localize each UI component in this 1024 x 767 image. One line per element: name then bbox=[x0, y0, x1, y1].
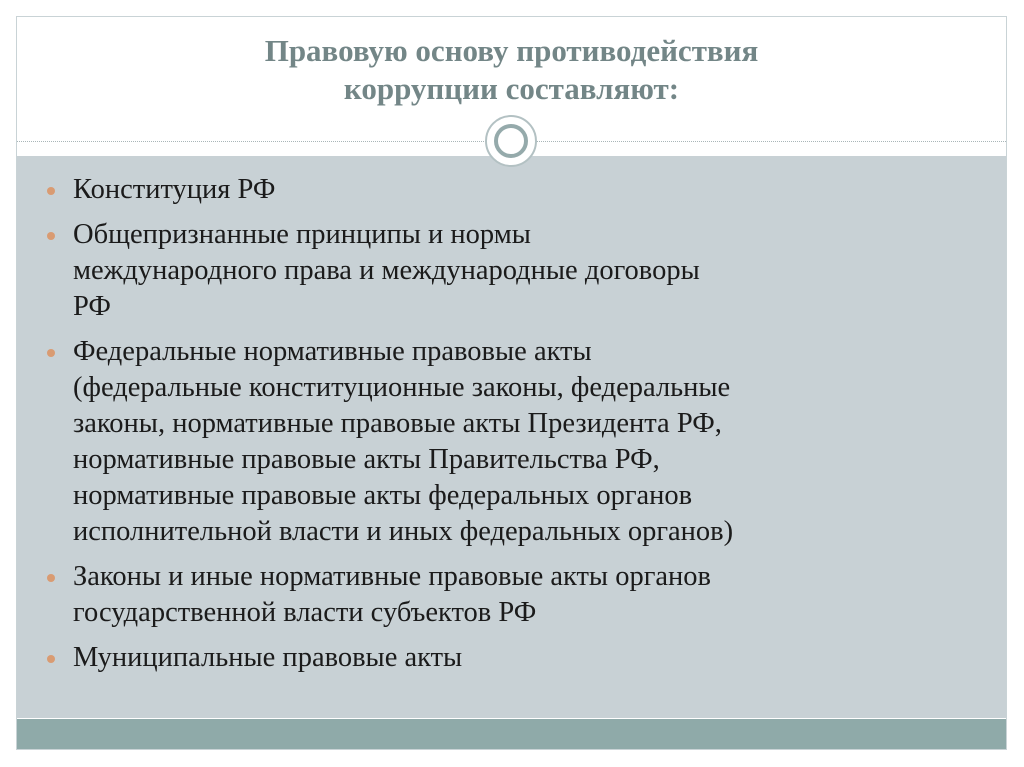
slide-frame bbox=[16, 16, 1007, 750]
bullet-text-line: законы, нормативные правовые акты Президента РФ, bbox=[73, 408, 722, 439]
bullet-text-line: исполнительной власти и иных федеральных органов) bbox=[73, 516, 734, 547]
bullet-item-international-law bbox=[41, 217, 991, 325]
bullet-text-line: (федеральные конституционные законы, федеральные bbox=[73, 372, 731, 403]
bullet-dot-icon bbox=[47, 655, 55, 663]
bullet-dot-icon bbox=[47, 232, 55, 240]
footer-band bbox=[17, 719, 1006, 750]
bullet-text: Конституция РФ bbox=[73, 174, 276, 205]
bullet-text-line: нормативные правовые акты федеральных органов bbox=[73, 480, 693, 511]
bullet-text-line: РФ bbox=[73, 291, 111, 322]
bullet-text-line: нормативные правовые акты Правительства РФ, bbox=[73, 444, 660, 475]
bullet-text-line: Федеральные нормативные правовые акты bbox=[73, 336, 592, 367]
ring-ornament-icon bbox=[485, 115, 537, 167]
bullet-item-municipal-acts bbox=[41, 640, 991, 676]
slide-title-line-2: коррупции составляют: bbox=[343, 71, 680, 106]
bullet-text-line: Законы и иные нормативные правовые акты органов bbox=[73, 561, 712, 592]
bullet-item-constitution bbox=[41, 172, 991, 208]
bullet-item-federal-acts bbox=[41, 334, 991, 550]
ring-ornament-inner bbox=[494, 124, 528, 158]
bullet-dot-icon bbox=[47, 349, 55, 357]
bullet-list bbox=[41, 172, 991, 685]
bullet-item-regional-laws bbox=[41, 559, 991, 631]
bullet-text: Муниципальные правовые акты bbox=[73, 642, 463, 673]
bullet-dot-icon bbox=[47, 187, 55, 195]
bullet-dot-icon bbox=[47, 574, 55, 582]
bullet-text-line: государственной власти субъектов РФ bbox=[73, 597, 537, 628]
slide-title bbox=[77, 32, 946, 108]
bullet-text-line: международного права и международные договоры bbox=[73, 255, 700, 286]
slide-title-line-1: Правовую основу противодействия bbox=[264, 33, 759, 68]
bullet-text-line: Общепризнанные принципы и нормы bbox=[73, 219, 531, 250]
